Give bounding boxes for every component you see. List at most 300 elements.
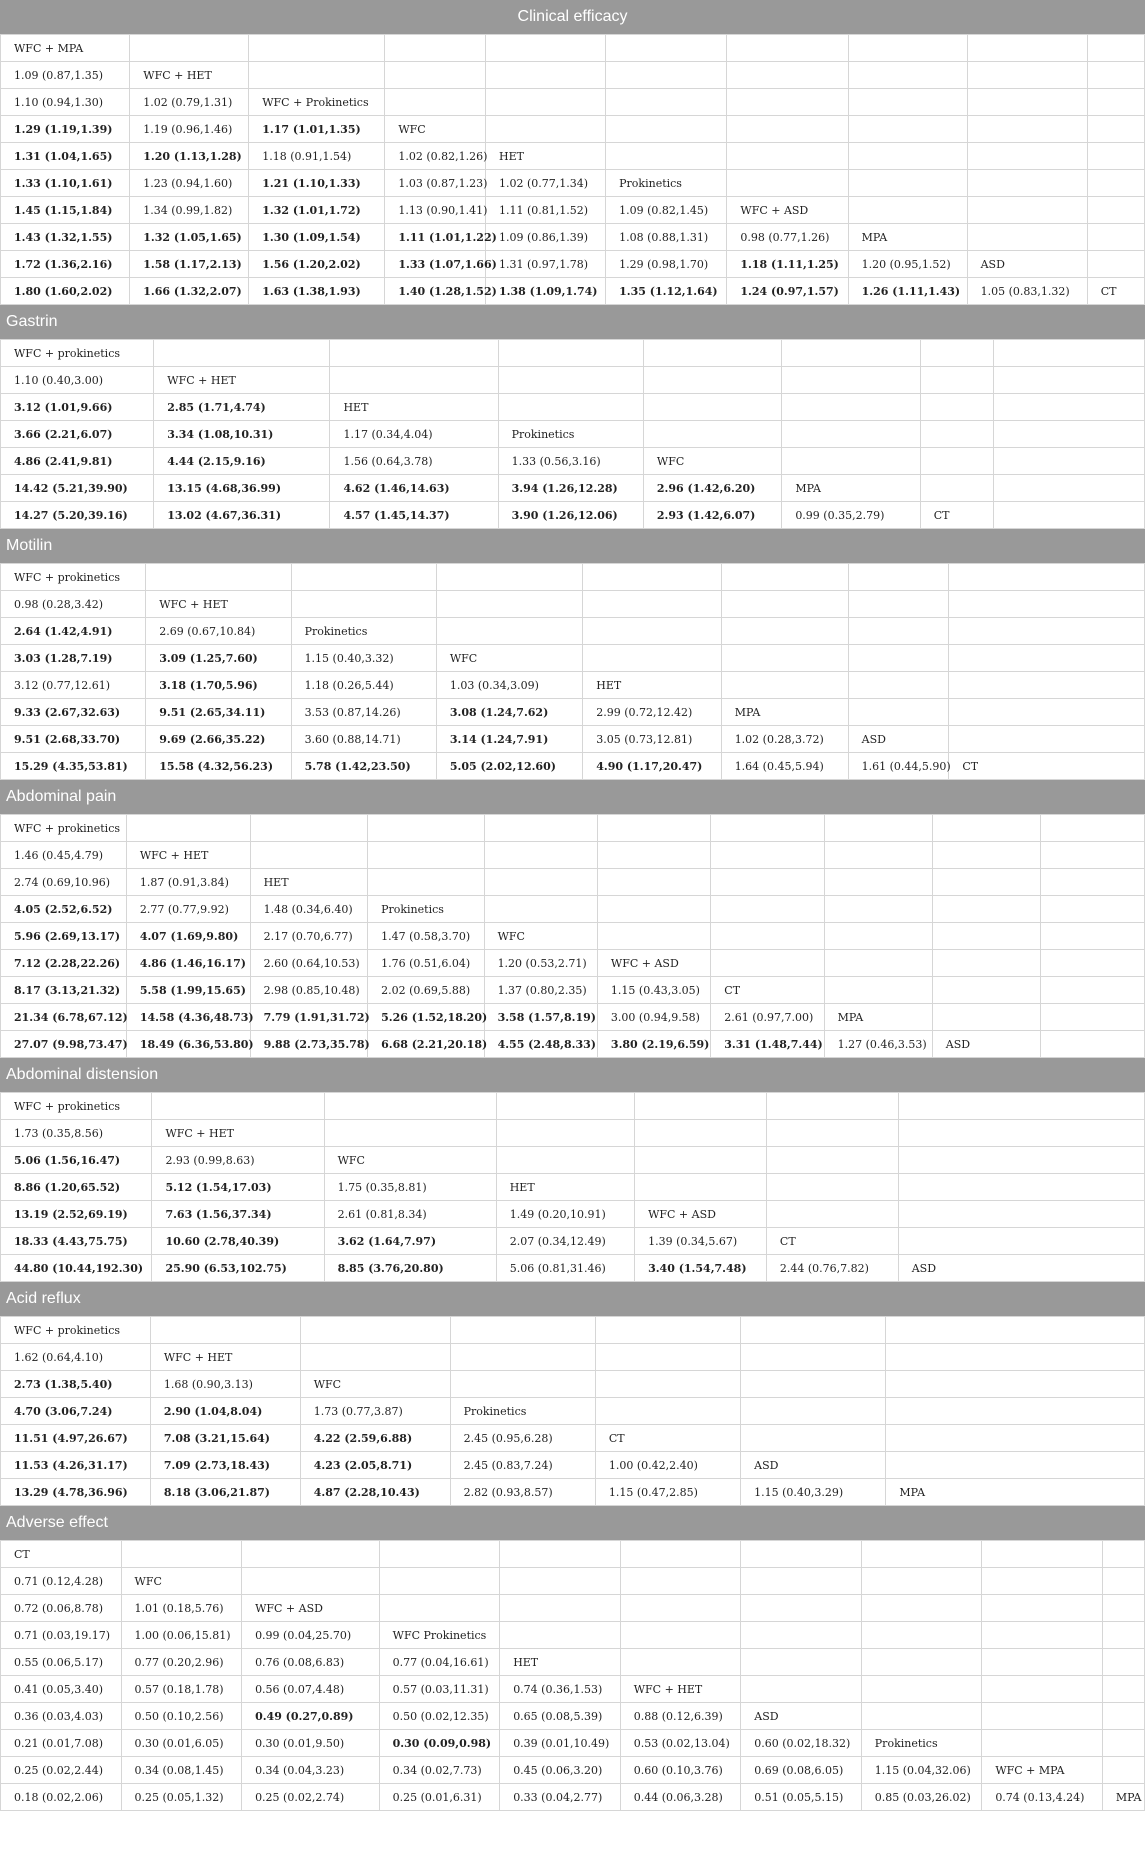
empty-cell: [721, 564, 848, 591]
treatment-label: WFC: [484, 923, 597, 950]
empty-cell: [436, 618, 582, 645]
empty-cell: [932, 950, 1040, 977]
empty-cell: [982, 1703, 1103, 1730]
comparison-cell: 4.44 (2.15,9.16): [154, 448, 330, 475]
empty-cell: [967, 143, 1087, 170]
comparison-cell: 1.73 (0.35,8.56): [1, 1120, 152, 1147]
empty-cell: [766, 1147, 898, 1174]
comparison-cell: 5.06 (1.56,16.47): [1, 1147, 152, 1174]
comparison-cell: 1.10 (0.94,1.30): [1, 89, 130, 116]
comparison-cell: 2.44 (0.76,7.82): [766, 1255, 898, 1282]
empty-cell: [741, 1622, 862, 1649]
treatment-label: WFC + HET: [620, 1676, 741, 1703]
table-row: [1, 950, 1145, 977]
comparison-cell: 6.68 (2.21,20.18): [368, 1031, 484, 1058]
comparison-cell: 1.19 (0.96,1.46): [130, 116, 249, 143]
treatment-label: CT: [766, 1228, 898, 1255]
comparison-cell: 2.60 (0.64,10.53): [250, 950, 368, 977]
comparison-cell: 0.25 (0.02,2.44): [1, 1757, 122, 1784]
empty-cell: [620, 1595, 741, 1622]
comparison-cell: 4.22 (2.59,6.88): [300, 1425, 450, 1452]
treatment-label: Prokinetics: [368, 896, 484, 923]
table-row: [1, 1201, 1145, 1228]
treatment-label: ASD: [741, 1452, 886, 1479]
empty-cell: [993, 502, 1144, 529]
treatment-label: MPA: [886, 1479, 1145, 1506]
empty-cell: [1040, 896, 1144, 923]
empty-cell: [782, 394, 920, 421]
table-row: [1, 1479, 1145, 1506]
treatment-label: ASD: [898, 1255, 1144, 1282]
comparison-cell: 2.02 (0.69,5.88): [368, 977, 484, 1004]
empty-cell: [920, 367, 993, 394]
treatment-label: WFC + prokinetics: [1, 564, 146, 591]
empty-cell: [486, 62, 606, 89]
empty-cell: [993, 394, 1144, 421]
comparison-cell: 7.09 (2.73,18.43): [150, 1452, 300, 1479]
empty-cell: [886, 1344, 1145, 1371]
treatment-label: WFC + prokinetics: [1, 1317, 151, 1344]
comparison-cell: 2.74 (0.69,10.96): [1, 869, 127, 896]
treatment-label: WFC: [643, 448, 781, 475]
comparison-cell: 2.61 (0.97,7.00): [711, 1004, 824, 1031]
comparison-cell: 1.46 (0.45,4.79): [1, 842, 127, 869]
comparison-cell: 4.05 (2.52,6.52): [1, 896, 127, 923]
empty-cell: [982, 1730, 1103, 1757]
comparison-cell: 1.10 (0.40,3.00): [1, 367, 154, 394]
empty-cell: [597, 923, 710, 950]
comparison-cell: 3.60 (0.88,14.71): [291, 726, 436, 753]
empty-cell: [848, 699, 949, 726]
empty-cell: [126, 815, 250, 842]
empty-cell: [848, 672, 949, 699]
treatment-label: WFC + prokinetics: [1, 1093, 152, 1120]
empty-cell: [967, 224, 1087, 251]
empty-cell: [949, 591, 1145, 618]
empty-cell: [1040, 842, 1144, 869]
comparison-cell: 18.49 (6.36,53.80): [126, 1031, 250, 1058]
empty-cell: [741, 1676, 862, 1703]
comparison-cell: 11.53 (4.26,31.17): [1, 1452, 151, 1479]
empty-cell: [330, 340, 498, 367]
comparison-cell: 5.26 (1.52,18.20): [368, 1004, 484, 1031]
comparison-cell: 3.80 (2.19,6.59): [597, 1031, 710, 1058]
comparison-cell: 1.13 (0.90,1.41): [385, 197, 486, 224]
empty-cell: [1087, 89, 1144, 116]
empty-cell: [150, 1317, 300, 1344]
comparison-cell: 1.40 (1.28,1.52): [385, 278, 486, 305]
comparison-cell: 9.51 (2.68,33.70): [1, 726, 146, 753]
treatment-label: HET: [500, 1649, 621, 1676]
table-row: [1, 977, 1145, 1004]
empty-cell: [766, 1093, 898, 1120]
comparison-cell: 0.36 (0.03,4.03): [1, 1703, 122, 1730]
treatment-label: Prokinetics: [291, 618, 436, 645]
treatment-label: WFC + HET: [130, 62, 249, 89]
table-row: [1, 1031, 1145, 1058]
comparison-cell: 1.33 (1.10,1.61): [1, 170, 130, 197]
empty-cell: [1102, 1757, 1144, 1784]
empty-cell: [982, 1568, 1103, 1595]
empty-cell: [583, 591, 721, 618]
treatment-label: ASD: [967, 251, 1087, 278]
comparison-cell: 2.90 (1.04,8.04): [150, 1398, 300, 1425]
comparison-cell: 1.68 (0.90,3.13): [150, 1371, 300, 1398]
comparison-cell: 1.15 (0.04,32.06): [861, 1757, 982, 1784]
table-row: [1, 1541, 1145, 1568]
comparison-cell: 1.45 (1.15,1.84): [1, 197, 130, 224]
empty-cell: [932, 869, 1040, 896]
empty-cell: [711, 842, 824, 869]
empty-cell: [242, 1568, 380, 1595]
comparison-cell: 2.77 (0.77,9.92): [126, 896, 250, 923]
empty-cell: [967, 89, 1087, 116]
comparison-cell: 0.98 (0.28,3.42): [1, 591, 146, 618]
empty-cell: [993, 448, 1144, 475]
table-row: [1, 89, 1145, 116]
comparison-cell: 2.73 (1.38,5.40): [1, 1371, 151, 1398]
treatment-label: Prokinetics: [450, 1398, 595, 1425]
empty-cell: [606, 35, 727, 62]
empty-cell: [848, 35, 967, 62]
table-row: [1, 1676, 1145, 1703]
empty-cell: [385, 89, 486, 116]
comparison-cell: 0.57 (0.18,1.78): [121, 1676, 242, 1703]
comparison-cell: 1.37 (0.80,2.35): [484, 977, 597, 1004]
empty-cell: [741, 1344, 886, 1371]
empty-cell: [1102, 1622, 1144, 1649]
table-row: [1, 143, 1145, 170]
table-row: [1, 224, 1145, 251]
empty-cell: [932, 923, 1040, 950]
empty-cell: [967, 116, 1087, 143]
empty-cell: [1102, 1595, 1144, 1622]
table-row: [1, 1622, 1145, 1649]
comparison-cell: 14.58 (4.36,48.73): [126, 1004, 250, 1031]
table-row: [1, 726, 1145, 753]
empty-cell: [932, 977, 1040, 1004]
comparison-cell: 1.02 (0.28,3.72): [721, 726, 848, 753]
empty-cell: [824, 842, 932, 869]
comparison-cell: 11.51 (4.97,26.67): [1, 1425, 151, 1452]
empty-cell: [484, 815, 597, 842]
empty-cell: [861, 1649, 982, 1676]
comparison-cell: 0.34 (0.04,3.23): [242, 1757, 380, 1784]
empty-cell: [982, 1595, 1103, 1622]
section-header-acid-reflux: Acid reflux: [0, 1282, 1145, 1316]
comparison-cell: 1.18 (0.26,5.44): [291, 672, 436, 699]
empty-cell: [368, 842, 484, 869]
comparison-cell: 3.31 (1.48,7.44): [711, 1031, 824, 1058]
empty-cell: [982, 1541, 1103, 1568]
empty-cell: [291, 564, 436, 591]
comparison-cell: 3.12 (0.77,12.61): [1, 672, 146, 699]
empty-cell: [766, 1174, 898, 1201]
comparison-cell: 2.07 (0.34,12.49): [496, 1228, 634, 1255]
empty-cell: [721, 618, 848, 645]
comparison-cell: 1.15 (0.40,3.29): [741, 1479, 886, 1506]
table-row: [1, 1344, 1145, 1371]
empty-cell: [711, 869, 824, 896]
table-row: [1, 278, 1145, 305]
empty-cell: [379, 1541, 500, 1568]
comparison-cell: 0.57 (0.03,11.31): [379, 1676, 500, 1703]
table-row: [1, 645, 1145, 672]
empty-cell: [121, 1541, 242, 1568]
empty-cell: [1102, 1703, 1144, 1730]
empty-cell: [595, 1344, 740, 1371]
comparison-cell: 0.99 (0.35,2.79): [782, 502, 920, 529]
comparison-cell: 1.09 (0.82,1.45): [606, 197, 727, 224]
comparison-cell: 1.09 (0.87,1.35): [1, 62, 130, 89]
empty-cell: [1040, 977, 1144, 1004]
empty-cell: [379, 1568, 500, 1595]
treatment-label: HET: [486, 143, 606, 170]
league-table-motilin: [0, 563, 1145, 780]
table-row: [1, 475, 1145, 502]
empty-cell: [898, 1093, 1144, 1120]
comparison-cell: 1.72 (1.36,2.16): [1, 251, 130, 278]
comparison-cell: 1.32 (1.01,1.72): [249, 197, 385, 224]
treatment-label: WFC + HET: [126, 842, 250, 869]
empty-cell: [1102, 1568, 1144, 1595]
empty-cell: [635, 1147, 767, 1174]
table-row: [1, 1730, 1145, 1757]
comparison-cell: 14.27 (5.20,39.16): [1, 502, 154, 529]
empty-cell: [385, 62, 486, 89]
empty-cell: [886, 1425, 1145, 1452]
comparison-cell: 13.02 (4.67,36.31): [154, 502, 330, 529]
empty-cell: [824, 923, 932, 950]
comparison-cell: 0.34 (0.02,7.73): [379, 1757, 500, 1784]
empty-cell: [861, 1703, 982, 1730]
empty-cell: [643, 421, 781, 448]
treatment-label: ASD: [932, 1031, 1040, 1058]
empty-cell: [848, 618, 949, 645]
comparison-cell: 0.74 (0.36,1.53): [500, 1676, 621, 1703]
empty-cell: [635, 1120, 767, 1147]
empty-cell: [824, 815, 932, 842]
table-row: [1, 1228, 1145, 1255]
comparison-cell: 1.15 (0.40,3.32): [291, 645, 436, 672]
comparison-cell: 0.53 (0.02,13.04): [620, 1730, 741, 1757]
table-row: [1, 1093, 1145, 1120]
empty-cell: [1087, 170, 1144, 197]
empty-cell: [597, 815, 710, 842]
empty-cell: [498, 394, 643, 421]
empty-cell: [920, 421, 993, 448]
comparison-cell: 1.24 (0.97,1.57): [727, 278, 848, 305]
empty-cell: [932, 842, 1040, 869]
comparison-cell: 0.71 (0.12,4.28): [1, 1568, 122, 1595]
table-row: [1, 1371, 1145, 1398]
comparison-cell: 7.79 (1.91,31.72): [250, 1004, 368, 1031]
empty-cell: [848, 170, 967, 197]
empty-cell: [848, 89, 967, 116]
comparison-cell: 1.08 (0.88,1.31): [606, 224, 727, 251]
empty-cell: [1087, 224, 1144, 251]
treatment-label: WFC: [121, 1568, 242, 1595]
table-row: [1, 367, 1145, 394]
table-row: [1, 753, 1145, 780]
comparison-cell: 3.90 (1.26,12.06): [498, 502, 643, 529]
comparison-cell: 4.55 (2.48,8.33): [484, 1031, 597, 1058]
comparison-cell: 9.88 (2.73,35.78): [250, 1031, 368, 1058]
table-row: [1, 1398, 1145, 1425]
empty-cell: [1087, 143, 1144, 170]
comparison-cell: 1.03 (0.34,3.09): [436, 672, 582, 699]
comparison-cell: 0.99 (0.04,25.70): [242, 1622, 380, 1649]
comparison-cell: 4.70 (3.06,7.24): [1, 1398, 151, 1425]
comparison-cell: 8.86 (1.20,65.52): [1, 1174, 152, 1201]
empty-cell: [848, 143, 967, 170]
comparison-cell: 9.69 (2.66,35.22): [146, 726, 291, 753]
empty-cell: [861, 1541, 982, 1568]
comparison-cell: 0.60 (0.02,18.32): [741, 1730, 862, 1757]
empty-cell: [727, 116, 848, 143]
treatment-label: CT: [920, 502, 993, 529]
comparison-cell: 1.29 (1.19,1.39): [1, 116, 130, 143]
empty-cell: [620, 1649, 741, 1676]
empty-cell: [368, 869, 484, 896]
empty-cell: [1040, 869, 1144, 896]
empty-cell: [782, 421, 920, 448]
empty-cell: [1040, 1004, 1144, 1031]
comparison-cell: 0.77 (0.20,2.96): [121, 1649, 242, 1676]
empty-cell: [949, 564, 1145, 591]
table-row: [1, 197, 1145, 224]
empty-cell: [920, 340, 993, 367]
section-header-abdominal-distension: Abdominal distension: [0, 1058, 1145, 1092]
comparison-cell: 7.63 (1.56,37.34): [152, 1201, 324, 1228]
treatment-label: HET: [496, 1174, 634, 1201]
empty-cell: [250, 842, 368, 869]
treatment-label: HET: [330, 394, 498, 421]
comparison-cell: 0.74 (0.13,4.24): [982, 1784, 1103, 1811]
empty-cell: [932, 815, 1040, 842]
empty-cell: [920, 394, 993, 421]
empty-cell: [886, 1317, 1145, 1344]
table-row: [1, 1649, 1145, 1676]
treatment-label: WFC + HET: [152, 1120, 324, 1147]
comparison-cell: 3.66 (2.21,6.07): [1, 421, 154, 448]
table-row: [1, 502, 1145, 529]
empty-cell: [932, 1004, 1040, 1031]
empty-cell: [1087, 35, 1144, 62]
treatment-label: ASD: [848, 726, 949, 753]
empty-cell: [782, 340, 920, 367]
table-row: [1, 1255, 1145, 1282]
table-row: [1, 116, 1145, 143]
empty-cell: [967, 62, 1087, 89]
empty-cell: [146, 564, 291, 591]
comparison-cell: 1.02 (0.79,1.31): [130, 89, 249, 116]
comparison-cell: 1.29 (0.98,1.70): [606, 251, 727, 278]
table-row: [1, 1120, 1145, 1147]
comparison-cell: 1.23 (0.94,1.60): [130, 170, 249, 197]
comparison-cell: 0.25 (0.02,2.74): [242, 1784, 380, 1811]
comparison-cell: 0.76 (0.08,6.83): [242, 1649, 380, 1676]
comparison-cell: 1.20 (1.13,1.28): [130, 143, 249, 170]
empty-cell: [242, 1541, 380, 1568]
comparison-cell: 1.17 (0.34,4.04): [330, 421, 498, 448]
empty-cell: [993, 340, 1144, 367]
empty-cell: [721, 672, 848, 699]
empty-cell: [861, 1622, 982, 1649]
comparison-cell: 25.90 (6.53,102.75): [152, 1255, 324, 1282]
treatment-label: Prokinetics: [861, 1730, 982, 1757]
empty-cell: [848, 564, 949, 591]
empty-cell: [450, 1344, 595, 1371]
table-row: [1, 35, 1145, 62]
empty-cell: [484, 869, 597, 896]
comparison-cell: 3.00 (0.94,9.58): [597, 1004, 710, 1031]
table-row: [1, 672, 1145, 699]
empty-cell: [824, 869, 932, 896]
empty-cell: [886, 1398, 1145, 1425]
comparison-cell: 1.64 (0.45,5.94): [721, 753, 848, 780]
comparison-cell: 1.76 (0.51,6.04): [368, 950, 484, 977]
league-table-gastrin: [0, 339, 1145, 529]
comparison-cell: 8.17 (3.13,21.32): [1, 977, 127, 1004]
empty-cell: [861, 1595, 982, 1622]
comparison-cell: 1.15 (0.47,2.85): [595, 1479, 740, 1506]
section-header-abdominal-pain: Abdominal pain: [0, 780, 1145, 814]
empty-cell: [848, 62, 967, 89]
treatment-label: CT: [1, 1541, 122, 1568]
empty-cell: [1040, 815, 1144, 842]
empty-cell: [595, 1398, 740, 1425]
treatment-label: ASD: [741, 1703, 862, 1730]
comparison-cell: 0.39 (0.01,10.49): [500, 1730, 621, 1757]
table-row: [1, 1784, 1145, 1811]
empty-cell: [1040, 950, 1144, 977]
comparison-cell: 0.21 (0.01,7.08): [1, 1730, 122, 1757]
empty-cell: [436, 564, 582, 591]
comparison-cell: 0.30 (0.01,9.50): [242, 1730, 380, 1757]
treatment-label: Prokinetics: [498, 421, 643, 448]
table-row: [1, 1703, 1145, 1730]
empty-cell: [500, 1622, 621, 1649]
treatment-label: MPA: [824, 1004, 932, 1031]
comparison-cell: 0.50 (0.10,2.56): [121, 1703, 242, 1730]
empty-cell: [848, 591, 949, 618]
comparison-cell: 1.80 (1.60,2.02): [1, 278, 130, 305]
comparison-cell: 0.69 (0.08,6.05): [741, 1757, 862, 1784]
comparison-cell: 3.40 (1.54,7.48): [635, 1255, 767, 1282]
treatment-label: WFC: [436, 645, 582, 672]
comparison-cell: 4.07 (1.69,9.80): [126, 923, 250, 950]
empty-cell: [727, 170, 848, 197]
comparison-cell: 44.80 (10.44,192.30): [1, 1255, 152, 1282]
table-row: [1, 421, 1145, 448]
empty-cell: [1087, 62, 1144, 89]
empty-cell: [583, 645, 721, 672]
comparison-cell: 4.62 (1.46,14.63): [330, 475, 498, 502]
comparison-cell: 14.42 (5.21,39.90): [1, 475, 154, 502]
comparison-cell: 0.71 (0.03,19.17): [1, 1622, 122, 1649]
comparison-cell: 8.18 (3.06,21.87): [150, 1479, 300, 1506]
comparison-cell: 7.08 (3.21,15.64): [150, 1425, 300, 1452]
empty-cell: [967, 170, 1087, 197]
table-row: [1, 618, 1145, 645]
treatment-label: WFC + MPA: [982, 1757, 1103, 1784]
comparison-cell: 1.26 (1.11,1.43): [848, 278, 967, 305]
section-header-motilin: Motilin: [0, 529, 1145, 563]
comparison-cell: 1.00 (0.06,15.81): [121, 1622, 242, 1649]
comparison-cell: 27.07 (9.98,73.47): [1, 1031, 127, 1058]
comparison-cell: 3.09 (1.25,7.60): [146, 645, 291, 672]
